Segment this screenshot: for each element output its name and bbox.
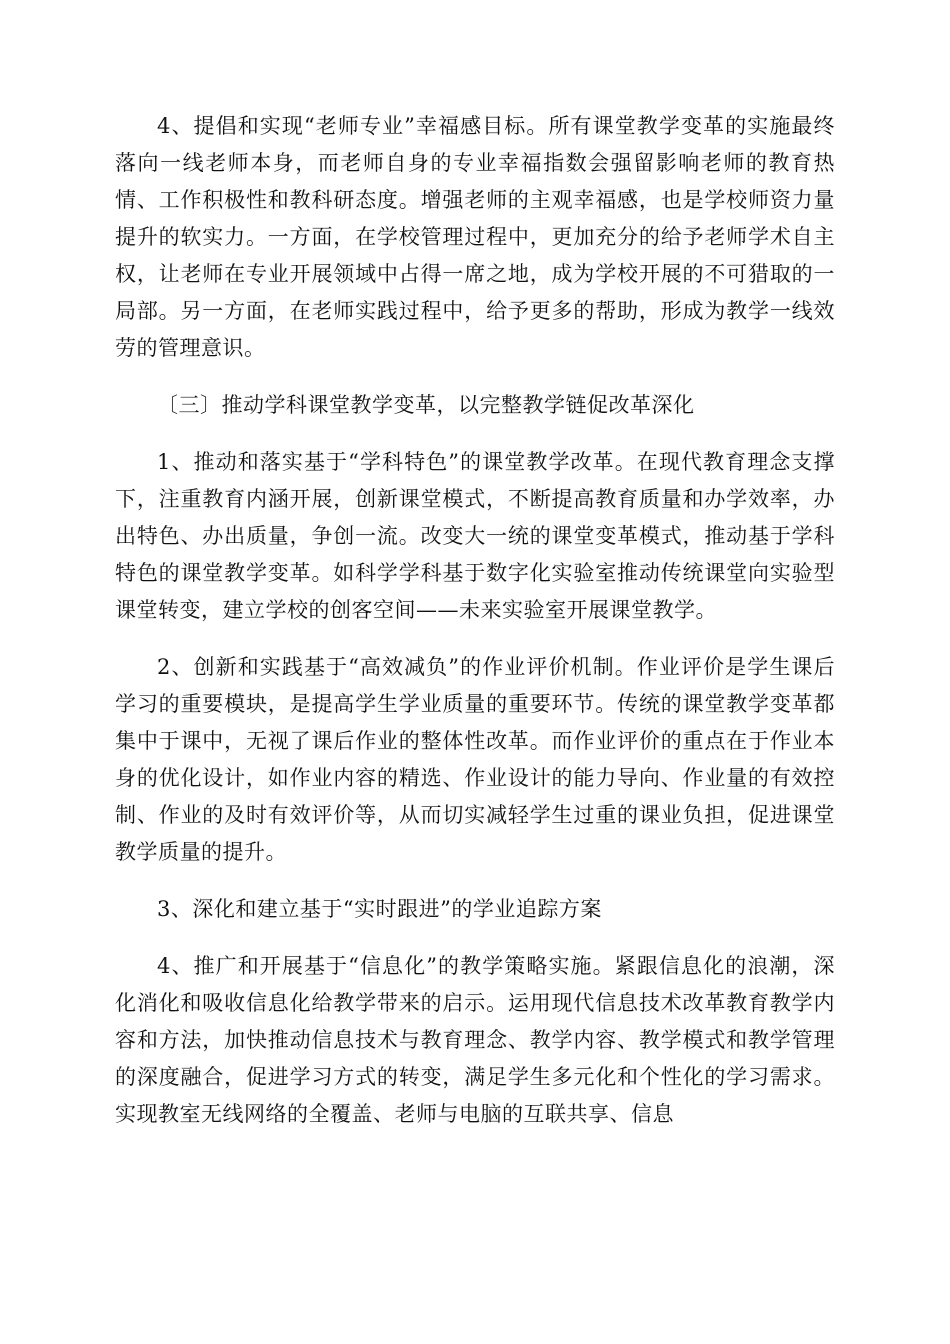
paragraph-informatization: 4、推广和开展基于“信息化”的教学策略实施。紧跟信息化的浪潮，深化消化和吸收信息化给教学带来的启示。运用现代信息技术改革教育教学内容和方法，加快推动信息技术与教育理念、教学内容、教学模式和教学管理的深度融合，促进学习方式的转变，满足学生多元化和个性化的学习需求。实现教室无线网络的全覆盖、老师与电脑的互联共享、信息 xyxy=(115,954,835,1126)
paragraph-homework-evaluation: 2、创新和实践基于“高效减负”的作业评价机制。作业评价是学生课后学习的重要模块，是提高学生学业质量的重要环节。传统的课堂教学变革都集中于课中，无视了课后作业的整体性改革。而作业评价的重点在于作业本身的优化设计，如作业内容的精选、作业设计的能力导向、作业量的有效控制、作业的及时有效评价等，从而切实减轻学生过重的课业负担，促进课堂教学质量的提升。 xyxy=(115,655,835,864)
document-body xyxy=(115,108,835,1153)
paragraph-teacher-happiness: 4、提倡和实现“老师专业”幸福感目标。所有课堂教学变革的实施最终落向一线老师本身，而老师自身的专业幸福指数会强留影响老师的教育热情、工作积极性和教科研态度。增强老师的主观幸福感，也是学校师资力量提升的软实力。一方面，在学校管理过程中，更加充分的给予老师学术自主权，让老师在专业开展领域中占得一席之地，成为学校开展的不可猎取的一局部。另一方面，在老师实践过程中，给予更多的帮助，形成为教学一线效劳的管理意识。 xyxy=(115,114,835,360)
section-heading-three: 〔三〕推动学科课堂教学变革，以完整教学链促改革深化 xyxy=(157,393,695,417)
paragraph-subject-features: 1、推动和落实基于“学科特色”的课堂教学改革。在现代教育理念支撑下，注重教育内涵开展，创新课堂模式，不断提高教育质量和办学效率，办出特色、办出质量，争创一流。改变大一统的课堂变革模式，推动基于学科特色的课堂教学变革。如科学学科基于数字化实验室推动传统课堂向实验型课堂转变，建立学校的创客空间——未来实验室开展课堂教学。 xyxy=(115,450,835,622)
paragraph-academic-tracking: 3、深化和建立基于“实时跟进”的学业追踪方案 xyxy=(157,897,602,921)
